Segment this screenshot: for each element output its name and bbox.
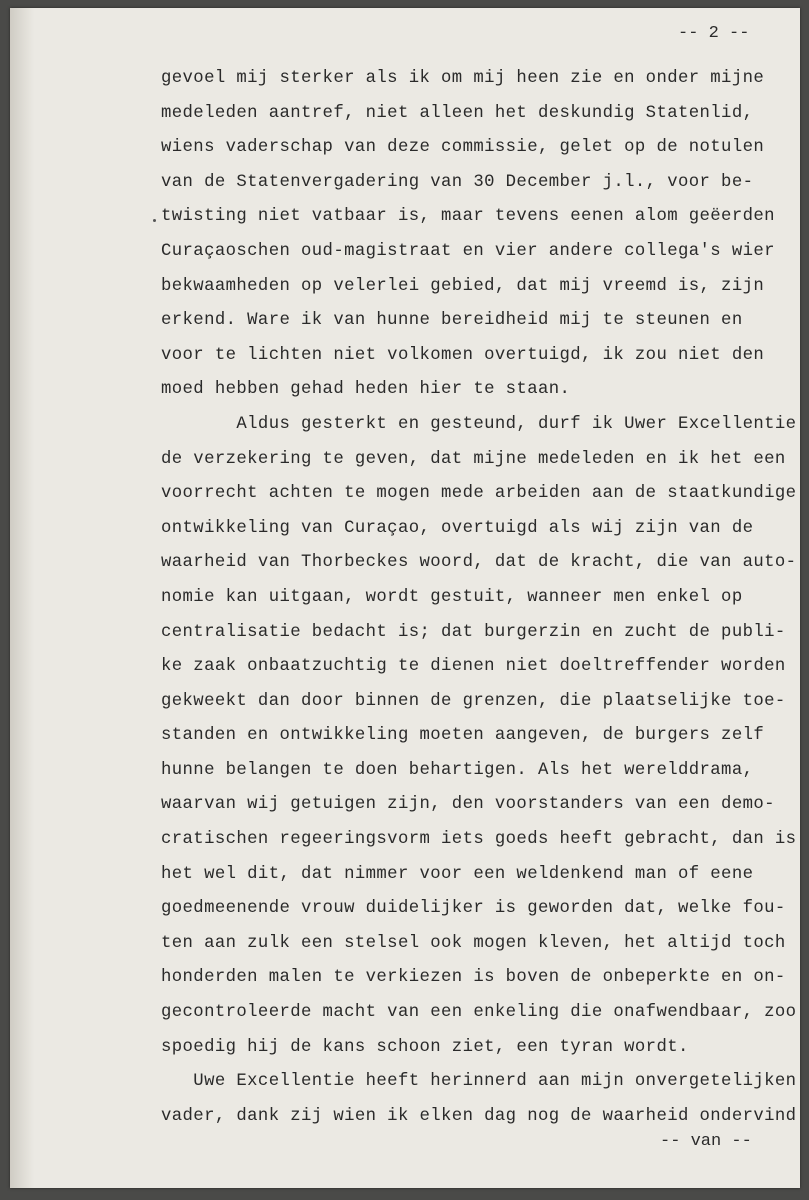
- typed-body-text: [161, 62, 797, 1134]
- page-fold-shadow: [10, 8, 34, 1188]
- text-line: honderden malen te verkiezen is boven de onbeperkte en on-: [161, 968, 786, 988]
- text-line: Curaçaoschen oud-magistraat en vier andere collega's wier: [161, 241, 775, 261]
- text-line: van de Statenvergadering van 30 December j.l., voor be-: [161, 172, 754, 192]
- text-line: wiens vaderschap van deze commissie, gelet op de notulen: [161, 138, 765, 158]
- text-line: hunne belangen te doen behartigen. Als het werelddrama,: [161, 760, 754, 780]
- text-line: nomie kan uitgaan, wordt gestuit, wanneer men enkel op: [161, 587, 743, 607]
- text-line: ke zaak onbaatzuchtig te dienen niet doeltreffender worden: [161, 657, 786, 677]
- text-line: twisting niet vatbaar is, maar tevens eenen alom geëerden: [161, 207, 775, 227]
- text-line: standen en ontwikkeling moeten aangeven, de burgers zelf: [161, 726, 765, 746]
- text-line: ten aan zulk een stelsel ook mogen kleven, het altijd toch: [161, 933, 786, 953]
- text-line: Uwe Excellentie heeft herinnerd aan mijn onvergetelijken: [161, 1072, 797, 1092]
- text-line: cratischen regeeringsvorm iets goeds heeft gebracht, dan is: [161, 830, 797, 850]
- page-number: -- 2 --: [678, 24, 750, 43]
- text-line: ontwikkeling van Curaçao, overtuigd als wij zijn van de: [161, 518, 754, 538]
- text-line: goedmeenende vrouw duidelijker is geworden dat, welke fou-: [161, 899, 786, 919]
- text-line: moed hebben gehad heden hier te staan.: [161, 380, 571, 400]
- text-line: de verzekering te geven, dat mijne medeleden en ik het een: [161, 449, 786, 469]
- text-line: waarvan wij getuigen zijn, den voorstanders van een demo-: [161, 795, 775, 815]
- text-line: voorrecht achten te mogen mede arbeiden aan de staatkundige: [161, 484, 797, 504]
- catchword: -- van --: [660, 1132, 752, 1151]
- text-line: Aldus gesterkt en gesteund, durf ik Uwer Excellentie: [161, 414, 797, 434]
- text-line: erkend. Ware ik van hunne bereidheid mij te steunen en: [161, 311, 743, 331]
- text-line: centralisatie bedacht is; dat burgerzin en zucht de publi-: [161, 622, 786, 642]
- text-line: bekwaamheden op velerlei gebied, dat mij vreemd is, zijn: [161, 276, 765, 296]
- text-line: vader, dank zij wien ik elken dag nog de waarheid ondervind: [161, 1106, 797, 1126]
- text-line: spoedig hij de kans schoon ziet, een tyran wordt.: [161, 1037, 689, 1057]
- document-page: [10, 8, 800, 1188]
- text-line: medeleden aantref, niet alleen het deskundig Statenlid,: [161, 103, 754, 123]
- text-line: het wel dit, dat nimmer voor een weldenkend man of eene: [161, 864, 754, 884]
- text-line: voor te lichten niet volkomen overtuigd, ik zou niet den: [161, 345, 765, 365]
- text-line: gecontroleerde macht van een enkeling die onafwendbaar, zoo: [161, 1003, 797, 1023]
- text-line: waarheid van Thorbeckes woord, dat de kracht, die van auto-: [161, 553, 797, 573]
- text-line: gekweekt dan door binnen de grenzen, die plaatselijke toe-: [161, 691, 786, 711]
- text-line: gevoel mij sterker als ik om mij heen zie en onder mijne: [161, 69, 765, 88]
- margin-mark: [153, 219, 156, 222]
